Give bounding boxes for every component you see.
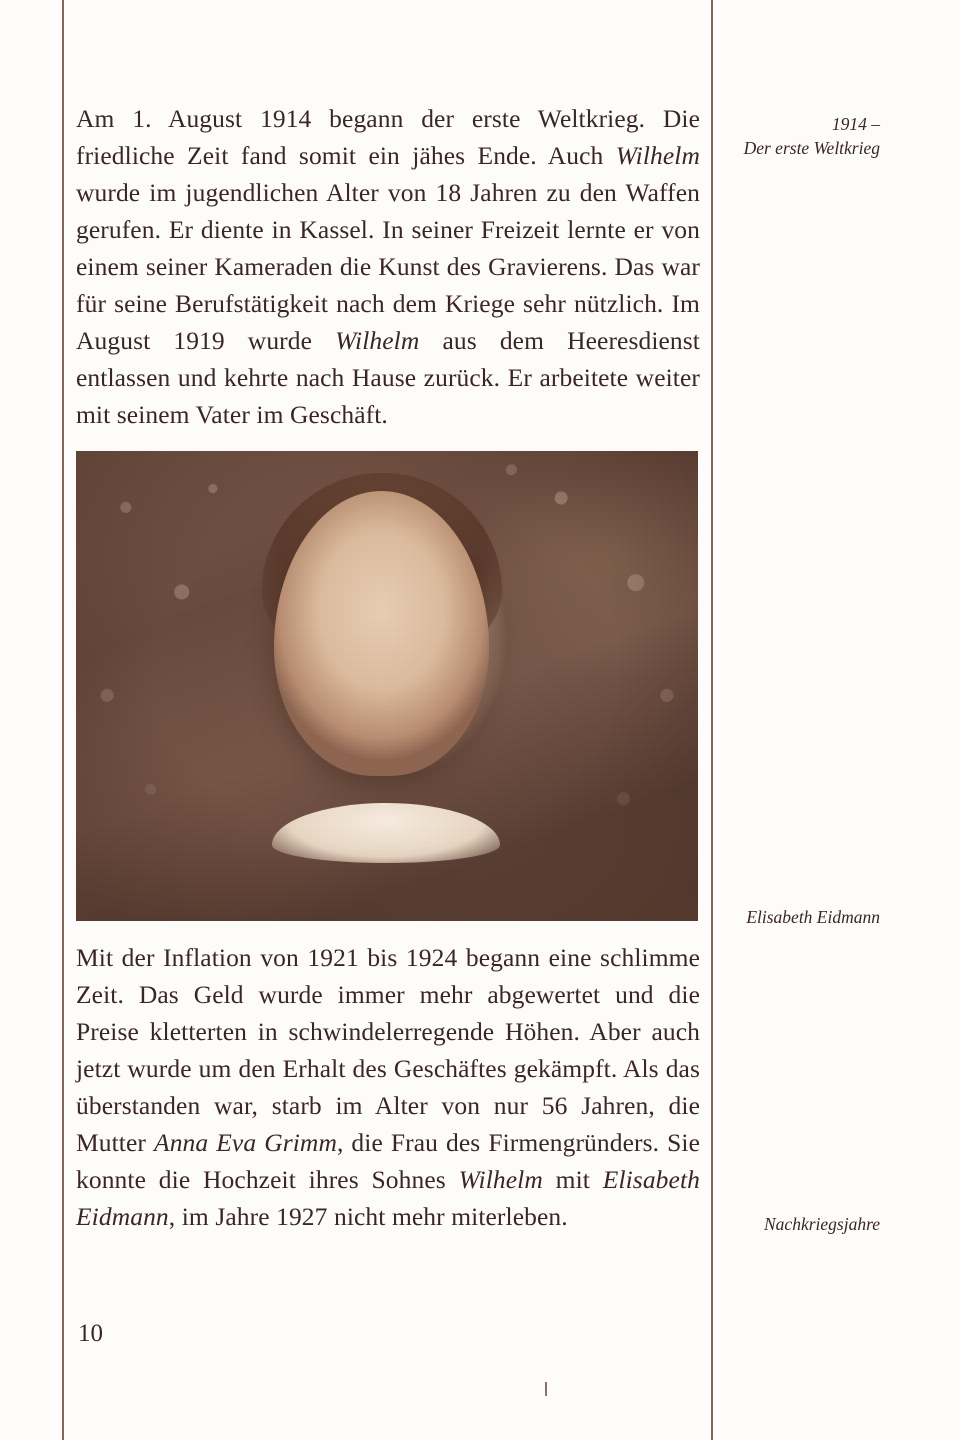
photo-grain — [76, 451, 698, 921]
portrait-photo — [76, 451, 698, 921]
margin-note-war-line2: Der erste Weltkrieg — [743, 138, 880, 158]
margin-note-war-line1: 1914 – — [831, 114, 880, 134]
margin-note-war — [690, 112, 880, 160]
paragraph-first: Am 1. August 1914 begann der erste Weltkrieg. Die friedliche Zeit fand somit ein jähes Ende. Auch Wilhelm wurde im jugendlichen Alter von 18 Jahren zu den Waffen gerufen. Er diente in Kassel. In seiner Freizeit lernte er von einem seiner Kameraden die Kunst des Gravierens. Das war für seine Berufstätigkeit nach dem Kriege sehr nützlich. Im August 1919 wurde Wilhelm aus dem Heeresdienst entlassen und kehrte nach Hause zurück. Er arbeitete weiter mit seinem Vater im Geschäft. — [76, 104, 700, 429]
page-number: 10 — [78, 1320, 103, 1347]
text-column — [76, 100, 700, 1235]
photo-caption: Elisabeth Eidmann — [746, 907, 880, 927]
left-vertical-rule — [62, 0, 64, 1440]
margin-note-postwar: Nachkriegsjahre — [764, 1214, 880, 1234]
paragraph-second: Mit der Inflation von 1921 bis 1924 begann eine schlimme Zeit. Das Geld wurde immer mehr abgewertet und die Preise kletterten in schwindelerregende Höhen. Aber auch jetzt wurde um den Erhalt des Geschäftes gekämpft. Als das überstanden war, starb im Alter von nur 56 Jahren, die Mutter Anna Eva Grimm, die Frau des Firmengründers. Sie konnte die Hochzeit ihres Sohnes Wilhelm mit Elisabeth Eidmann, im Jahre 1927 nicht mehr miterleben. — [76, 943, 700, 1231]
bottom-tick-mark — [545, 1382, 547, 1396]
